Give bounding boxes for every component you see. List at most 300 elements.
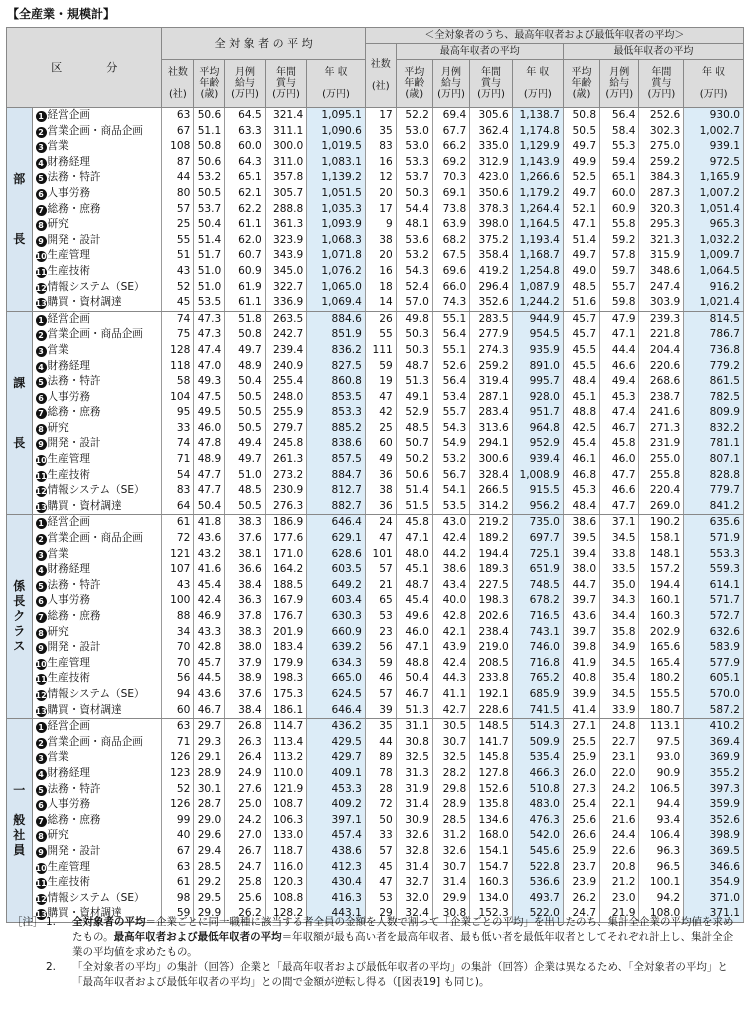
table-cell: 635.6	[684, 515, 744, 531]
table-cell: 32.0	[396, 891, 432, 907]
table-cell: 26.6	[563, 828, 599, 844]
job-category	[32, 844, 162, 860]
table-cell: 46.0	[194, 421, 225, 437]
job-category-name: 営業	[47, 343, 69, 356]
table-cell: 29.9	[194, 906, 225, 922]
table-cell: 36	[365, 499, 396, 515]
table-cell: 74.3	[432, 295, 469, 311]
table-cell: 378.3	[470, 202, 513, 218]
item-number-badge: 12	[35, 894, 47, 904]
table-cell: 50.5	[225, 405, 265, 421]
table-cell: 30.1	[194, 782, 225, 798]
table-cell: 48.0	[396, 547, 432, 563]
job-category-name: 経営企画	[47, 109, 90, 121]
table-cell: 32.6	[432, 844, 469, 860]
table-cell: 78	[365, 766, 396, 782]
table-cell: 28.7	[194, 797, 225, 813]
table-cell: 33	[162, 421, 194, 437]
table-cell: 646.4	[307, 703, 366, 719]
table-cell: 49.1	[396, 390, 432, 406]
table-cell: 384.3	[639, 170, 684, 186]
table-cell: 30.8	[396, 735, 432, 751]
job-category-name: 研究	[47, 829, 69, 842]
table-row	[7, 280, 744, 296]
table-cell: 736.8	[684, 343, 744, 359]
table-cell: 624.5	[307, 687, 366, 703]
table-cell: 263.5	[265, 311, 307, 327]
table-cell: 53.7	[194, 202, 225, 218]
table-cell: 93.0	[639, 750, 684, 766]
table-cell: 571.7	[684, 593, 744, 609]
table-cell: 43.6	[194, 531, 225, 547]
table-cell: 287.1	[470, 390, 513, 406]
table-cell: 116.0	[265, 860, 307, 876]
table-cell: 53.0	[396, 139, 432, 155]
table-cell: 43	[162, 578, 194, 594]
job-category-name: 総務・庶務	[47, 813, 101, 826]
table-cell: 296.4	[470, 280, 513, 296]
table-row	[7, 248, 744, 264]
table-cell: 168.0	[470, 828, 513, 844]
table-cell: 53.2	[396, 248, 432, 264]
table-cell: 838.6	[307, 436, 366, 452]
table-cell: 31.4	[396, 797, 432, 813]
table-cell: 572.7	[684, 609, 744, 625]
table-cell: 50.3	[396, 327, 432, 343]
table-cell: 57.8	[600, 248, 639, 264]
table-cell: 1,008.9	[512, 468, 563, 484]
table-cell: 189.2	[470, 531, 513, 547]
table-cell: 25	[365, 421, 396, 437]
table-cell: 45.7	[563, 327, 599, 343]
table-cell: 52.4	[396, 280, 432, 296]
table-cell: 50.4	[225, 374, 265, 390]
table-cell: 52.6	[432, 359, 469, 375]
table-cell: 80	[162, 186, 194, 202]
table-cell: 242.7	[265, 327, 307, 343]
table-cell: 219.0	[470, 640, 513, 656]
table-cell: 27.6	[225, 782, 265, 798]
table-cell: 204.4	[639, 343, 684, 359]
table-cell: 60	[365, 436, 396, 452]
table-cell: 51.0	[194, 264, 225, 280]
job-category	[32, 248, 162, 264]
table-cell: 1,065.0	[307, 280, 366, 296]
item-number-badge: 2	[36, 534, 47, 545]
table-cell: 96.5	[639, 860, 684, 876]
table-cell: 274.3	[470, 343, 513, 359]
table-cell: 748.5	[512, 578, 563, 594]
job-category	[32, 264, 162, 280]
table-cell: 67.5	[432, 248, 469, 264]
job-category-name: 総務・庶務	[47, 202, 101, 215]
table-cell: 47.3	[194, 311, 225, 327]
table-cell: 121	[162, 547, 194, 563]
table-cell: 83	[365, 139, 396, 155]
item-number-badge: 10	[35, 863, 47, 873]
table-row	[7, 217, 744, 233]
table-cell: 419.2	[470, 264, 513, 280]
job-category-name: 購買・資材調達	[47, 296, 122, 309]
header-col-max-annual: 年 収 (万円)	[512, 60, 563, 108]
table-cell: 1,064.5	[684, 264, 744, 280]
job-category-name: 研究	[47, 625, 69, 638]
table-cell: 48.4	[563, 499, 599, 515]
table-row	[7, 295, 744, 311]
table-cell: 28.9	[432, 797, 469, 813]
table-cell: 43	[162, 264, 194, 280]
table-cell: 45.4	[396, 593, 432, 609]
table-cell: 66.2	[432, 139, 469, 155]
table-cell: 361.3	[265, 217, 307, 233]
table-cell: 23.1	[600, 750, 639, 766]
job-category	[32, 797, 162, 813]
table-cell: 53.0	[396, 124, 432, 140]
table-cell: 38	[365, 233, 396, 249]
table-cell: 678.2	[512, 593, 563, 609]
table-cell: 98	[162, 891, 194, 907]
table-cell: 69.2	[432, 155, 469, 171]
table-cell: 39.7	[563, 593, 599, 609]
table-row	[7, 452, 744, 468]
table-cell: 45.7	[563, 311, 599, 327]
table-cell: 916.2	[684, 280, 744, 296]
table-cell: 46.0	[396, 625, 432, 641]
table-cell: 53.3	[396, 155, 432, 171]
job-category-name: 情報システム（SE）	[47, 280, 145, 293]
table-cell: 45.4	[194, 578, 225, 594]
table-cell: 321.4	[265, 108, 307, 124]
table-cell: 194.4	[470, 547, 513, 563]
table-cell: 239.3	[639, 311, 684, 327]
table-cell: 202.6	[470, 609, 513, 625]
table-cell: 59	[365, 359, 396, 375]
item-number-badge: 10	[35, 456, 47, 466]
table-cell: 53.6	[396, 233, 432, 249]
table-cell: 141.7	[470, 735, 513, 751]
item-number-badge: 11	[35, 471, 47, 481]
table-cell: 53.5	[194, 295, 225, 311]
table-cell: 55.3	[600, 139, 639, 155]
job-category	[32, 531, 162, 547]
job-category	[32, 813, 162, 829]
table-cell: 233.8	[470, 671, 513, 687]
table-cell: 857.5	[307, 452, 366, 468]
table-cell: 930.0	[684, 108, 744, 124]
table-cell: 37.1	[600, 515, 639, 531]
job-category-name: 生産管理	[47, 656, 90, 669]
table-cell: 39.9	[563, 687, 599, 703]
item-number-badge: 7	[36, 205, 47, 216]
table-cell: 25.9	[563, 750, 599, 766]
table-cell: 536.6	[512, 875, 563, 891]
table-row	[7, 202, 744, 218]
table-cell: 42.8	[194, 640, 225, 656]
table-cell: 457.4	[307, 828, 366, 844]
table-cell: 183.4	[265, 640, 307, 656]
table-cell: 57	[365, 687, 396, 703]
table-cell: 36.3	[225, 593, 265, 609]
table-cell: 126	[162, 797, 194, 813]
table-cell: 252.6	[639, 108, 684, 124]
table-cell: 1,051.5	[307, 186, 366, 202]
table-cell: 93.4	[639, 813, 684, 829]
table-cell: 51.0	[194, 280, 225, 296]
table-cell: 31.9	[396, 782, 432, 798]
table-cell: 51.4	[396, 483, 432, 499]
table-cell: 1,143.9	[512, 155, 563, 171]
table-row	[7, 108, 744, 124]
table-cell: 34	[162, 625, 194, 641]
table-cell: 268.6	[639, 374, 684, 390]
table-cell: 46	[365, 671, 396, 687]
table-cell: 26.2	[225, 906, 265, 922]
table-cell: 300.6	[470, 452, 513, 468]
table-cell: 1,095.1	[307, 108, 366, 124]
table-cell: 46.9	[194, 609, 225, 625]
table-cell: 128	[162, 343, 194, 359]
table-cell: 71	[162, 735, 194, 751]
table-cell: 369.9	[684, 750, 744, 766]
table-cell: 245.8	[265, 436, 307, 452]
job-category-name: 財務経理	[47, 766, 90, 779]
table-cell: 49.9	[563, 155, 599, 171]
table-cell: 121.9	[265, 782, 307, 798]
table-cell: 30.8	[432, 906, 469, 922]
table-cell: 29.5	[194, 891, 225, 907]
table-cell: 49.5	[194, 405, 225, 421]
table-cell: 50.3	[396, 186, 432, 202]
table-cell: 779.7	[684, 483, 744, 499]
table-cell: 100	[162, 593, 194, 609]
table-cell: 24.4	[600, 828, 639, 844]
header-kubun: 区 分	[7, 28, 162, 108]
table-cell: 939.1	[684, 139, 744, 155]
table-row	[7, 436, 744, 452]
table-cell: 1,007.2	[684, 186, 744, 202]
table-cell: 59	[365, 656, 396, 672]
table-cell: 1,164.5	[512, 217, 563, 233]
table-cell: 43.2	[194, 547, 225, 563]
job-category	[32, 170, 162, 186]
table-cell: 22.1	[600, 797, 639, 813]
table-cell: 51.4	[194, 233, 225, 249]
table-row	[7, 547, 744, 563]
table-cell: 69.6	[432, 264, 469, 280]
table-cell: 571.9	[684, 531, 744, 547]
table-cell: 412.3	[307, 860, 366, 876]
table-cell: 33.8	[600, 547, 639, 563]
table-cell: 583.9	[684, 640, 744, 656]
table-cell: 40.0	[432, 593, 469, 609]
table-cell: 35.8	[600, 625, 639, 641]
table-row	[7, 719, 744, 735]
table-cell: 50	[365, 813, 396, 829]
table-cell: 61.9	[225, 280, 265, 296]
table-cell: 26.2	[563, 891, 599, 907]
table-cell: 52.9	[396, 405, 432, 421]
table-cell: 53.2	[194, 170, 225, 186]
table-cell: 61.1	[225, 217, 265, 233]
item-number-badge: 6	[36, 393, 47, 404]
table-cell: 21.2	[600, 875, 639, 891]
table-row	[7, 390, 744, 406]
table-cell: 45.8	[396, 515, 432, 531]
table-cell: 545.6	[512, 844, 563, 860]
job-category	[32, 750, 162, 766]
table-cell: 230.9	[265, 483, 307, 499]
table-cell: 55.1	[432, 343, 469, 359]
table-cell: 345.0	[265, 264, 307, 280]
table-row	[7, 468, 744, 484]
table-cell: 46.6	[600, 359, 639, 375]
table-cell: 175.3	[265, 687, 307, 703]
job-category-name: 経営企画	[47, 720, 90, 733]
table-cell: 314.2	[470, 499, 513, 515]
table-cell: 697.7	[512, 531, 563, 547]
job-category-name: 開発・設計	[47, 844, 101, 857]
table-cell: 48.8	[396, 656, 432, 672]
table-cell: 22.0	[600, 766, 639, 782]
job-category	[32, 625, 162, 641]
table-cell: 61	[162, 875, 194, 891]
table-cell: 273.2	[265, 468, 307, 484]
table-cell: 493.7	[512, 891, 563, 907]
table-cell: 44	[365, 735, 396, 751]
table-cell: 63	[162, 719, 194, 735]
table-cell: 189.3	[470, 562, 513, 578]
table-cell: 155.5	[639, 687, 684, 703]
table-cell: 429.5	[307, 735, 366, 751]
table-cell: 72	[162, 531, 194, 547]
table-cell: 188.5	[265, 578, 307, 594]
note-number: 1.	[46, 916, 57, 928]
header-col-max-age: 平均 年齢 (歳)	[396, 60, 432, 108]
table-cell: 542.0	[512, 828, 563, 844]
table-cell: 35.0	[600, 578, 639, 594]
table-cell: 287.3	[639, 186, 684, 202]
job-category	[32, 374, 162, 390]
table-cell: 32.7	[396, 875, 432, 891]
item-number-badge: 3	[36, 346, 47, 357]
job-category	[32, 609, 162, 625]
table-cell: 335.0	[470, 139, 513, 155]
table-row	[7, 264, 744, 280]
table-cell: 40	[162, 828, 194, 844]
job-category	[32, 217, 162, 233]
table-row	[7, 343, 744, 359]
table-cell: 438.6	[307, 844, 366, 860]
table-cell: 99	[162, 813, 194, 829]
table-cell: 1,266.6	[512, 170, 563, 186]
table-cell: 605.1	[684, 671, 744, 687]
table-cell: 44	[162, 170, 194, 186]
table-cell: 52	[162, 280, 194, 296]
job-category-name: 法務・特許	[47, 782, 101, 795]
table-cell: 38.9	[225, 671, 265, 687]
table-cell: 228.6	[470, 703, 513, 719]
table-cell: 50.8	[563, 108, 599, 124]
table-cell: 47	[365, 531, 396, 547]
table-cell: 50.3	[396, 343, 432, 359]
table-cell: 313.6	[470, 421, 513, 437]
table-cell: 628.6	[307, 547, 366, 563]
note-text: 「全対象者の平均」の集計（回答）企業と「最高年収者および最低年収者の平均」の集計（回答）企業は異なるため、「全対象者の平均」と「最高年収者および最低年収者の平均」との間で金額が逆転し得る（[図表19] も同じ)。	[72, 961, 728, 988]
table-cell: 300.0	[265, 139, 307, 155]
table-cell: 1,009.7	[684, 248, 744, 264]
header-col-max-monthly: 月例 給与 (万円)	[432, 60, 469, 108]
table-cell: 261.3	[265, 452, 307, 468]
table-cell: 180.2	[639, 671, 684, 687]
table-cell: 915.5	[512, 483, 563, 499]
table-cell: 71	[162, 452, 194, 468]
table-cell: 35	[365, 719, 396, 735]
table-cell: 100.1	[639, 875, 684, 891]
table-cell: 25.6	[225, 891, 265, 907]
table-row	[7, 499, 744, 515]
job-category-name: 生産技術	[47, 264, 90, 277]
table-cell: 70	[162, 656, 194, 672]
table-cell: 25	[162, 217, 194, 233]
table-cell: 646.4	[307, 515, 366, 531]
table-cell: 24.9	[225, 766, 265, 782]
table-cell: 55.8	[600, 217, 639, 233]
item-number-badge: 10	[35, 252, 47, 262]
job-category-name: 生産管理	[47, 860, 90, 873]
table-row	[7, 124, 744, 140]
table-cell: 828.8	[684, 468, 744, 484]
item-number-badge: 11	[35, 879, 47, 889]
job-category-name: 人事労務	[47, 186, 90, 199]
table-row	[7, 766, 744, 782]
table-cell: 397.3	[684, 782, 744, 798]
table-cell: 782.5	[684, 390, 744, 406]
table-cell: 559.3	[684, 562, 744, 578]
job-category-name: 研究	[47, 421, 69, 434]
table-cell: 28	[365, 782, 396, 798]
table-cell: 972.5	[684, 155, 744, 171]
table-cell: 104	[162, 390, 194, 406]
table-cell: 851.9	[307, 327, 366, 343]
table-cell: 259.2	[639, 155, 684, 171]
table-cell: 35	[365, 124, 396, 140]
table-cell: 319.4	[470, 374, 513, 390]
table-cell: 238.7	[639, 390, 684, 406]
table-cell: 45.3	[600, 390, 639, 406]
table-cell: 1,021.4	[684, 295, 744, 311]
header-col-min-age: 平均 年齢 (歳)	[563, 60, 599, 108]
table-cell: 73.8	[432, 202, 469, 218]
table-cell: 38.6	[432, 562, 469, 578]
table-cell: 807.1	[684, 452, 744, 468]
table-cell: 134.0	[470, 891, 513, 907]
header-col-companies-2: 社数 (社)	[365, 44, 396, 108]
table-cell: 1,019.5	[307, 139, 366, 155]
table-cell: 75	[162, 327, 194, 343]
table-cell: 283.5	[470, 311, 513, 327]
table-cell: 62.2	[225, 202, 265, 218]
job-category	[32, 343, 162, 359]
table-cell: 57	[162, 202, 194, 218]
table-cell: 1,244.2	[512, 295, 563, 311]
table-cell: 26.7	[225, 844, 265, 860]
table-cell: 19	[365, 374, 396, 390]
table-cell: 46.7	[600, 421, 639, 437]
table-cell: 951.7	[512, 405, 563, 421]
table-cell: 64.3	[225, 155, 265, 171]
table-cell: 60.0	[600, 186, 639, 202]
table-cell: 61.1	[225, 295, 265, 311]
